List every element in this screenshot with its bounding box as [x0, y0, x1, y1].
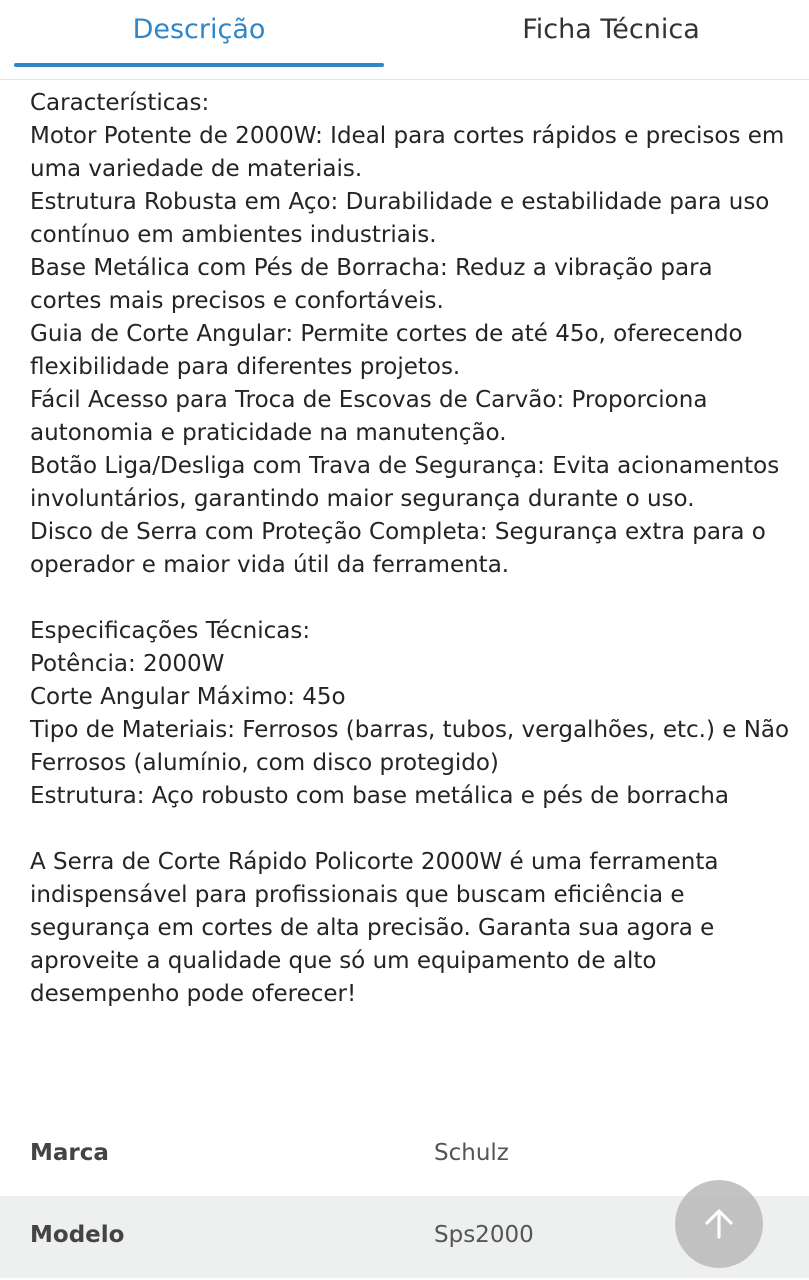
tab-descricao[interactable]: Descrição: [132, 14, 266, 45]
feature-line: Motor Potente de 2000W: Ideal para cortes rápidos e precisos em uma variedade de materiais.: [30, 123, 785, 182]
spec-value-marca: Schulz: [434, 1140, 509, 1166]
feature-line: Disco de Serra com Proteção Completa: Segurança extra para o operador e maior vida útil da ferramenta.: [30, 519, 766, 578]
paragraph-spacer: [30, 582, 790, 615]
feature-line: Base Metálica com Pés de Borracha: Reduz a vibração para cortes mais precisos e confortáveis.: [30, 255, 713, 314]
spec-line: Tipo de Materiais: Ferrosos (barras, tubos, vergalhões, etc.) e Não Ferrosos (alumínio, com disco protegido): [30, 717, 790, 776]
paragraph-spacer: [30, 813, 790, 846]
spec-line: Corte Angular Máximo: 45o: [30, 684, 346, 710]
spec-value-modelo: Sps2000: [434, 1222, 534, 1248]
tab-bar: [0, 0, 809, 80]
closing-paragraph: A Serra de Corte Rápido Policorte 2000W é uma ferramenta indispensável para profissionais que buscam eficiência e segurança em cortes de alta precisão. Garanta sua agora e aproveite a qualidade que só um equipamento de alto desempenho pode oferecer!: [30, 849, 719, 1007]
description-content: [30, 87, 790, 1011]
spec-line: Potência: 2000W: [30, 651, 225, 677]
tab-ficha-tecnica[interactable]: Ficha Técnica: [522, 14, 700, 45]
arrow-up-icon: [702, 1207, 736, 1241]
feature-line: Fácil Acesso para Troca de Escovas de Carvão: Proporciona autonomia e praticidade na manutenção.: [30, 387, 708, 446]
feature-line: Estrutura Robusta em Aço: Durabilidade e estabilidade para uso contínuo em ambientes industriais.: [30, 189, 770, 248]
spec-label-modelo: Modelo: [30, 1222, 125, 1248]
spec-label-marca: Marca: [30, 1140, 109, 1166]
feature-line: Botão Liga/Desliga com Trava de Segurança: Evita acionamentos involuntários, garantindo maior segurança durante o uso.: [30, 453, 780, 512]
caracteristicas-heading: Características:: [30, 90, 210, 116]
especificacoes-heading: Especificações Técnicas:: [30, 618, 311, 644]
feature-line: Guia de Corte Angular: Permite cortes de até 45o, oferecendo flexibilidade para diferentes projetos.: [30, 321, 743, 380]
active-tab-indicator: [14, 63, 384, 67]
spec-line: Estrutura: Aço robusto com base metálica e pés de borracha: [30, 783, 729, 809]
back-to-top-button[interactable]: [675, 1180, 763, 1268]
table-row: [0, 1120, 809, 1192]
